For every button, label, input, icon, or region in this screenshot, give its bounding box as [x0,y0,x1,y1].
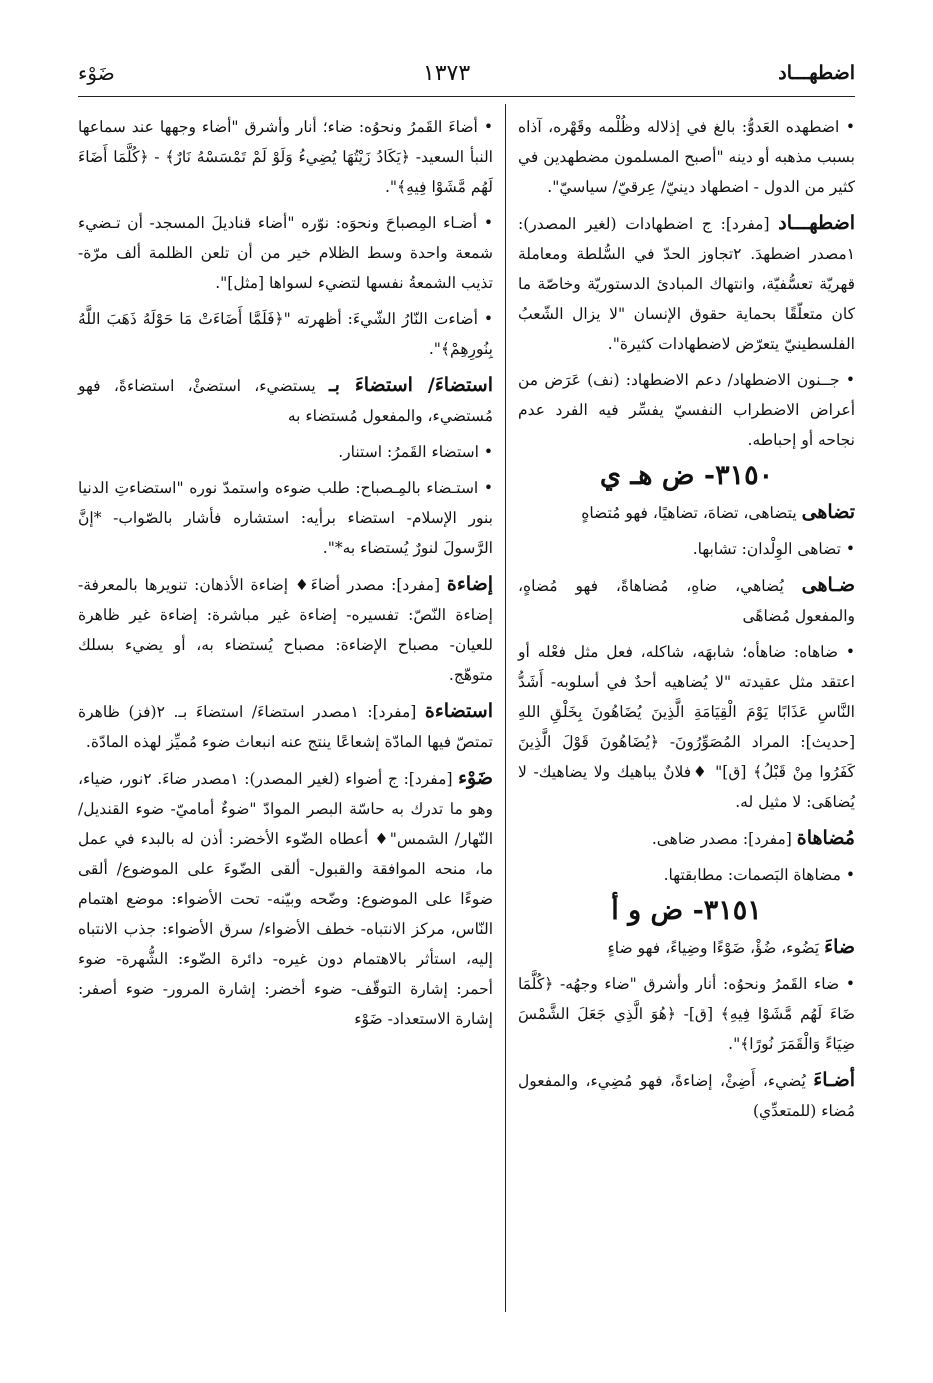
running-headword-left: ضَوْء [78,61,115,85]
entry-definition: [مفرد]: مصدر أضاءَ♦ إضاءة الأذهان: تنويرها بالمعرفة- إضاءة النّصّ: تفسيره- إضاءة غير مباشرة: إضاءة غير ظاهرة للعيان- مصباح الإضاءة: مصباح يُستضاء به، أو يضيء بسلك متوهّج. [78,576,493,684]
sense-paragraph: • أضاءَ القَمرُ ونحوُه: ضاء؛ أنار وأشرق "أضاء وجهها عند سماعها النبأ السعيد- ﴿يَكَادُ زَيْتُهَا يُضِيءُ وَلَوْ لَمْ تَمْسَسْهُ نَارٌ﴾ - ﴿كُلَّمَا أَضَاءَ لَهُم مَّشَوْا فِيهِ﴾". [78,112,493,202]
dictionary-entry [518,932,855,963]
sense-paragraph: • أضـاء المِصباحَ ونحوَه: نوّره "أضاء قناديلَ المسجد- أن تـضيء شمعة واحدة وسط الظلام خير من أن تلعن الظلمة ألف مرّة- تذيب الشمعةُ نفسها لتضيء لسواها [مثل]". [78,208,493,298]
entry-headword: اضطهـــاد [778,212,855,234]
dictionary-entry [78,370,493,431]
dictionary-entry [518,497,855,528]
entry-definition: [مفرد]: مصدر ضاهى. [651,830,797,848]
root-heading: ٣١٥١- ض و أ [611,895,762,926]
dictionary-entry [518,570,855,631]
dictionary-entry [78,569,493,690]
dictionary-entry [78,763,493,1034]
sense-paragraph: • مضاهاة البَصمات: مطابقتها. [518,860,855,890]
entry-headword: ضاءَ [824,936,855,958]
page-header [78,58,855,88]
entry-headword: مُضاهاة [796,827,855,849]
entry-headword: تضاهى [801,501,855,523]
entry-headword: أضـاءَ [813,1069,855,1091]
sense-paragraph: • تضاهى الوِلْدان: تشابها. [518,534,855,564]
sense-paragraph: • استـضاء بالمِـصباح: طلب ضوءه واستمدّ نوره "استضاءتِ الدنيا بنور الإسلام- استضاء برأيه: استشاره فأشار بالصّواب- *إنَّ الرَّسولَ لنورٌ يُستضاء به*". [78,473,493,563]
entry-headword: ضـاهى [801,574,855,596]
left-column [78,112,493,1040]
entry-headword: استضاءة [424,700,493,722]
sense-paragraph: • استضاء القَمرُ: استنار. [78,437,493,467]
sense-paragraph: • ضاء القَمرُ ونحوُه: أنار وأشرق "ضاء وجهُه- ﴿كُلَّمَا ضَاءَ لَهُم مَّشَوْا فِيهِ﴾ [ق]- ﴿هُوَ الَّذِي جَعَلَ الشَّمْسَ ضِيَاءً وَالْقَمَرَ نُورًا﴾". [518,969,855,1059]
entry-definition: [مفرد]: ج أضواء (لغير المصدر): ١مصدر ضاءَ. ٢نور، ضياء، وهو ما تدرك به حاسّة البصر الموادّ "ضوءٌ أماميّ- ضوء القنديل/ النّهار/ الشمس"♦ أعطاه الضّوء الأخضر: أذن له بالبدء في عمل ما، منحه الموافقة والقبول- ألقى الضّوءَ على الموضوع/ ألقى ضوءًا على الموضوع: وضّحه وبيّنه- تحت الأضواء: موضع اهتمام النّاس، مركز الانتباه- خطف الأضواء/ سرق الأضواء: جذب الانتباه إليه، استأثر بالاهتمام دون غيره- دائرة الضّوء: الشُّهرة- ضوء أحمر: إشارة التوقّف- ضوء أخضر: إشارة المرور- ضوء أصفر: إشارة الاستعداد- ضَوْء [78,770,493,1028]
entry-headword: ضَوْء [458,767,493,789]
dictionary-entry [78,696,493,757]
entry-definition: يُضيء، أَضِئْ، إضاءةً، فهو مُضِيء، والمفعول مُضاء (للمتعدِّي) [518,1072,855,1120]
sense-paragraph: • جــنون الاضطهاد/ دعم الاضطهاد: (نف) عَرَض من أعراض الاضطراب النفسيّ يفسِّر فيه الفرد عدم نجاحه أو إحباطه. [518,365,855,455]
right-column [518,112,855,1132]
entry-definition: يستضيء، استضئْ، استضاءةً، فهو مُستضيء، والمفعول مُستضاء به [78,377,493,425]
running-headword-right: اضطهـــاد [778,62,855,84]
column-divider [505,104,506,1312]
root-heading: ٣١٥٠- ض هـ ي [599,460,774,491]
entry-definition: يتضاهى، تضاهَ، تضاهيًا، فهو مُتضاهٍ [581,504,802,522]
entry-definition: [مفرد]: ج اضطهادات (لغير المصدر): ١مصدر اضطهدَ. ٢تجاوز الحدّ في السُّلطة ومعاملة قهريّة تعسُّفيّة، وانتهاك المبادئ الدستوريّة وخاصّة ما كان متعلّقًا بحماية حقوق الإنسان "لا يزال الشّعبُ الفلسطينيّ يتعرّض لاضطهادات كثيرة". [518,215,856,353]
entry-definition: [مفرد]: ١مصدر استضاءَ/ استضاءَ بـ. ٢(فز) ظاهرة تمتصّ فيها المادّة إشعاعًا ينتج عنه انبعاث ضوء مُميِّز لهذه المادّة. [78,703,493,751]
sense-paragraph: • أضاءت النّارُ الشّيءَ: أظهرته "﴿فَلَمَّا أَضَاءَتْ مَا حَوْلَهُ ذَهَبَ اللَّهُ بِنُورِهِمْ﴾". [78,304,493,364]
sense-paragraph: • اضطهده العَدوُّ: بالغ في إذلاله وظُلْمه وقَهْره، آذاه بسبب مذهبه أو دينه "أصبح المسلمون مضطهدين في كثير من الدول - اضطهاد دينيّ/ عِرقيّ/ سياسيّ". [518,112,855,202]
entry-headword: إضاءة [446,573,493,595]
dictionary-entry [518,1065,855,1126]
entry-headword: استضاءَ/ استضاءَ بـ [329,374,493,396]
sense-paragraph: • ضاهاه: ضاهأه؛ شابهَه، شاكله، فعل مثل فعْله أو اعتقد مثل عقيدته "لا يُضاهيه أحدٌ في أسلوبه- أَشَدُّ النَّاسِ عَذَابًا يَوْمَ الْقِيَامَةِ الَّذِينَ يُضَاهُونَ بِخَلْقِ اللهِ [حديث]: المراد المُصَوِّرُونَ- ﴿يُضَاهُونَ قَوْلَ الَّذِينَ كَفَرُوا مِنْ قَبْلُ﴾ [ق]" ♦فلانٌ يباهيك ولا يضاهيك- لا يُضاهَى: لا مثيل له. [518,637,855,817]
page-number: ١٣٧٣ [422,60,471,86]
dictionary-entry [518,208,855,359]
entry-definition: يُضاهي، ضاهِ، مُضاهاةً، فهو مُضاهٍ، والمفعول مُضاهًى [518,577,855,625]
entry-definition: يَضُوء، ضُؤْ، ضَوْءًا وضِياءً، فهو ضاءٍ [607,939,825,957]
header-rule [78,96,855,97]
dictionary-entry [518,823,855,854]
